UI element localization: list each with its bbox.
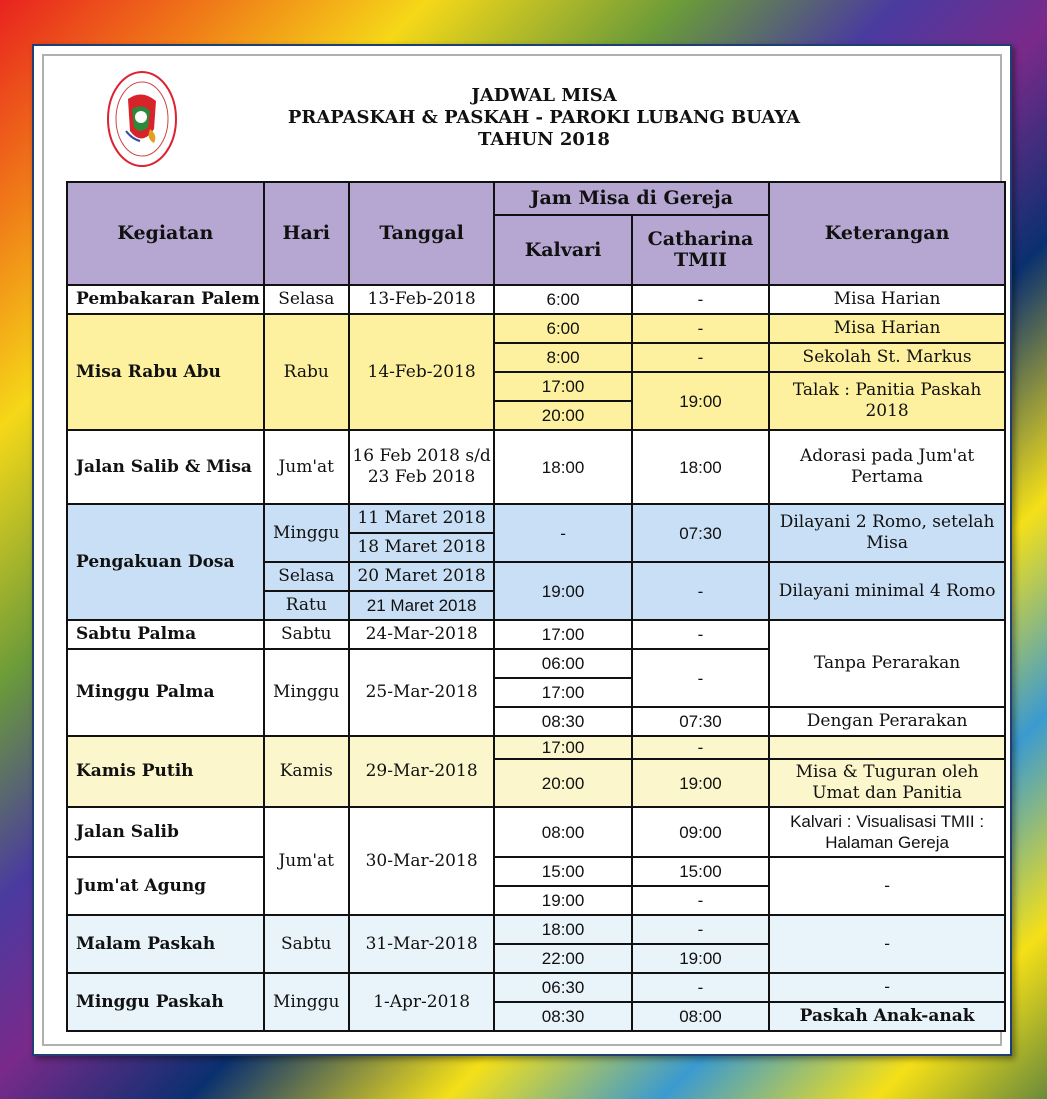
hari-cell: Jum'at (264, 430, 349, 504)
tanggal-cell: 31-Mar-2018 (349, 915, 494, 973)
kegiatan-cell: Pembakaran Palem (67, 285, 264, 314)
kegiatan-cell: Jalan Salib (67, 807, 264, 857)
tmii-cell: - (632, 343, 769, 372)
tmii-cell: - (632, 915, 769, 944)
kalvari-cell: 19:00 (494, 886, 631, 915)
table-row (67, 430, 1005, 504)
keterangan-cell: - (769, 857, 1005, 915)
hari-cell: Minggu (264, 649, 349, 736)
kalvari-cell: 17:00 (494, 372, 631, 401)
document-inner-border (42, 54, 1002, 1046)
title-line-2: PRAPASKAH & PASKAH - PAROKI LUBANG BUAYA (287, 107, 801, 128)
header-jam-misa: Jam Misa di Gereja (494, 182, 769, 215)
tanggal-cell: 20 Maret 2018 (349, 562, 494, 591)
hari-cell: Kamis (264, 736, 349, 807)
keterangan-cell: Misa & Tuguran oleh Umat dan Panitia (769, 759, 1005, 807)
title-line-3: TAHUN 2018 (478, 129, 610, 150)
kegiatan-cell: Kamis Putih (67, 736, 264, 807)
hari-cell: Selasa (264, 562, 349, 591)
hari-cell: Minggu (264, 504, 349, 562)
kalvari-cell: 20:00 (494, 401, 631, 430)
keterangan-cell: - (769, 915, 1005, 973)
kegiatan-cell: Minggu Palma (67, 649, 264, 736)
hari-cell: Sabtu (264, 915, 349, 973)
tanggal-cell: 11 Maret 2018 (349, 504, 494, 533)
header-row (67, 182, 1005, 215)
tmii-cell: - (632, 886, 769, 915)
kalvari-cell: 08:00 (494, 807, 631, 857)
header-hari: Hari (264, 182, 349, 285)
table-row (67, 504, 1005, 533)
header-kalvari: Kalvari (494, 215, 631, 285)
keterangan-cell: Misa Harian (769, 314, 1005, 343)
kalvari-cell: 08:30 (494, 1002, 631, 1031)
table-row (67, 807, 1005, 857)
tanggal-cell: 14-Feb-2018 (349, 314, 494, 430)
title-line-1: JADWAL MISA (471, 85, 617, 106)
tanggal-cell: 1-Apr-2018 (349, 973, 494, 1031)
tmii-cell: 09:00 (632, 807, 769, 857)
tanggal-cell: 25-Mar-2018 (349, 649, 494, 736)
hari-cell: Selasa (264, 285, 349, 314)
keterangan-cell (769, 736, 1005, 759)
tmii-cell: - (632, 973, 769, 1002)
kegiatan-cell: Malam Paskah (67, 915, 264, 973)
hari-cell: Ratu (264, 591, 349, 620)
kegiatan-cell: Pengakuan Dosa (67, 504, 264, 620)
keterangan-cell: Sekolah St. Markus (769, 343, 1005, 372)
kalvari-cell: 18:00 (494, 915, 631, 944)
keterangan-cell: Tanpa Perarakan (769, 620, 1005, 707)
kegiatan-cell: Minggu Paskah (67, 973, 264, 1031)
kalvari-cell: 6:00 (494, 285, 631, 314)
kalvari-cell: 20:00 (494, 759, 631, 807)
kalvari-cell: - (494, 504, 631, 562)
kalvari-cell: 17:00 (494, 620, 631, 649)
header-catharina: Catharina TMII (632, 215, 769, 285)
tmii-cell: 19:00 (632, 944, 769, 973)
tanggal-cell: 16 Feb 2018 s/d 23 Feb 2018 (349, 430, 494, 504)
keterangan-cell: Paskah Anak-anak (769, 1002, 1005, 1031)
tmii-cell: 08:00 (632, 1002, 769, 1031)
kalvari-cell: 08:30 (494, 707, 631, 736)
kalvari-cell: 17:00 (494, 678, 631, 707)
keterangan-cell: Dilayani 2 Romo, setelah Misa (769, 504, 1005, 562)
table-row (67, 857, 1005, 886)
table-row (67, 736, 1005, 759)
kegiatan-cell: Jum'at Agung (67, 857, 264, 915)
keterangan-cell: Dilayani minimal 4 Romo (769, 562, 1005, 620)
header-tanggal: Tanggal (349, 182, 494, 285)
tanggal-cell: 24-Mar-2018 (349, 620, 494, 649)
table-row (67, 915, 1005, 944)
tanggal-cell: 13-Feb-2018 (349, 285, 494, 314)
kalvari-cell: 17:00 (494, 736, 631, 759)
keterangan-cell: Kalvari : Visualisasi TMII : Halaman Gereja (769, 807, 1005, 857)
document-title (264, 85, 824, 151)
parish-emblem-icon (106, 69, 178, 169)
keterangan-cell: Dengan Perarakan (769, 707, 1005, 736)
schedule-table (66, 181, 1006, 1032)
kalvari-cell: 19:00 (494, 562, 631, 620)
keterangan-cell: Talak : Panitia Paskah 2018 (769, 372, 1005, 430)
tmii-cell: 18:00 (632, 430, 769, 504)
tmii-cell: - (632, 285, 769, 314)
kalvari-cell: 6:00 (494, 314, 631, 343)
tmii-cell: - (632, 620, 769, 649)
tmii-cell: 07:30 (632, 707, 769, 736)
tanggal-cell: 21 Maret 2018 (349, 591, 494, 620)
kegiatan-cell: Sabtu Palma (67, 620, 264, 649)
hari-cell: Rabu (264, 314, 349, 430)
kegiatan-cell: Jalan Salib & Misa (67, 430, 264, 504)
tmii-cell: 19:00 (632, 372, 769, 430)
hari-cell: Jum'at (264, 807, 349, 915)
tanggal-cell: 30-Mar-2018 (349, 807, 494, 915)
kalvari-cell: 8:00 (494, 343, 631, 372)
table-row (67, 314, 1005, 343)
kalvari-cell: 18:00 (494, 430, 631, 504)
tmii-cell: 07:30 (632, 504, 769, 562)
tmii-cell: 15:00 (632, 857, 769, 886)
hari-cell: Minggu (264, 973, 349, 1031)
kalvari-cell: 22:00 (494, 944, 631, 973)
keterangan-cell: Adorasi pada Jum'at Pertama (769, 430, 1005, 504)
kalvari-cell: 06:00 (494, 649, 631, 678)
kegiatan-cell: Misa Rabu Abu (67, 314, 264, 430)
tmii-cell: - (632, 314, 769, 343)
table-row (67, 285, 1005, 314)
tanggal-cell: 18 Maret 2018 (349, 533, 494, 562)
tmii-cell: - (632, 562, 769, 620)
hari-cell: Sabtu (264, 620, 349, 649)
tmii-cell: 19:00 (632, 759, 769, 807)
tanggal-cell: 29-Mar-2018 (349, 736, 494, 807)
tmii-cell: - (632, 649, 769, 707)
tmii-cell: - (632, 736, 769, 759)
keterangan-cell: Misa Harian (769, 285, 1005, 314)
kalvari-cell: 06:30 (494, 973, 631, 1002)
header-keterangan: Keterangan (769, 182, 1005, 285)
table-row (67, 973, 1005, 1002)
table-row (67, 620, 1005, 649)
document-frame (32, 44, 1012, 1056)
header-kegiatan: Kegiatan (67, 182, 264, 285)
keterangan-cell: - (769, 973, 1005, 1002)
kalvari-cell: 15:00 (494, 857, 631, 886)
